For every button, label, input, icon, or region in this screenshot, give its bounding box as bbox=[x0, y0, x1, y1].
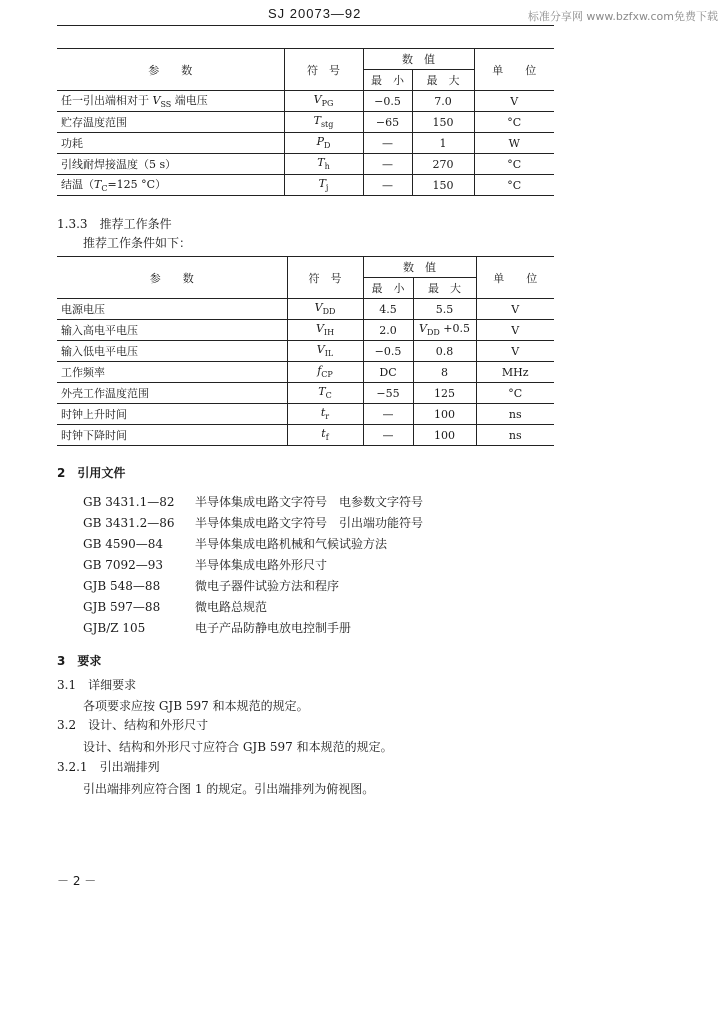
max-cell: 150 bbox=[412, 175, 474, 196]
column-header-param: 参 数 bbox=[57, 257, 287, 299]
unit-cell: V bbox=[476, 320, 554, 341]
section-2-heading: 2 引用文件 bbox=[57, 466, 126, 480]
reference-item: GJB 597—88 微电路总规范 bbox=[83, 600, 268, 614]
column-header-unit: 单 位 bbox=[476, 257, 554, 299]
symbol-cell: $P_D$ bbox=[284, 133, 363, 154]
watermark-text: 标准分享网 www.bzfxw.com免费下载 bbox=[527, 10, 718, 23]
table-row bbox=[57, 91, 554, 112]
column-header-param: 参 数 bbox=[57, 49, 284, 91]
reference-item: GB 7092—93 半导体集成电路外形尺寸 bbox=[83, 558, 328, 572]
unit-cell: V bbox=[476, 299, 554, 320]
param-cell: 功耗 bbox=[57, 133, 284, 154]
symbol-cell: $f_{CP}$ bbox=[287, 362, 363, 383]
page-number: － 2 － bbox=[57, 874, 97, 888]
column-header-max: 最 大 bbox=[413, 278, 476, 299]
ratings-table bbox=[57, 48, 554, 196]
min-cell: 2.0 bbox=[363, 320, 413, 341]
param-cell: 电源电压 bbox=[57, 299, 287, 320]
symbol-cell: $T_j$ bbox=[284, 175, 363, 196]
min-cell: −55 bbox=[363, 383, 413, 404]
header-rule bbox=[57, 25, 554, 26]
max-cell: 125 bbox=[413, 383, 476, 404]
min-cell: — bbox=[363, 133, 412, 154]
symbol-cell: $V_{DD}$ bbox=[287, 299, 363, 320]
min-cell: — bbox=[363, 404, 413, 425]
column-header-min: 最 小 bbox=[363, 70, 412, 91]
unit-cell: °C bbox=[474, 112, 554, 133]
param-cell: 任一引出端相对于 $V_{SS}$ 端电压 bbox=[57, 91, 284, 112]
max-cell: 0.8 bbox=[413, 341, 476, 362]
max-cell: $V_{DD} +0.5$ bbox=[413, 320, 476, 341]
column-header-min: 最 小 bbox=[363, 278, 413, 299]
max-cell: 8 bbox=[413, 362, 476, 383]
table-row bbox=[57, 320, 554, 341]
max-cell: 100 bbox=[413, 404, 476, 425]
column-header-unit: 单 位 bbox=[474, 49, 554, 91]
symbol-cell: $T_C$ bbox=[287, 383, 363, 404]
unit-cell: °C bbox=[476, 383, 554, 404]
reference-item: GJB 548—88 微电子器件试验方法和程序 bbox=[83, 579, 340, 593]
section-1-3-3-intro: 推荐工作条件如下： bbox=[83, 236, 192, 250]
min-cell: 4.5 bbox=[363, 299, 413, 320]
page-header bbox=[0, 6, 724, 28]
min-cell: — bbox=[363, 425, 413, 446]
min-cell: −0.5 bbox=[363, 91, 412, 112]
section-3-2-body: 设计、结构和外形尺寸应符合 GJB 597 和本规范的规定。 bbox=[83, 740, 393, 754]
symbol-cell: $V_{IL}$ bbox=[287, 341, 363, 362]
table-row bbox=[57, 383, 554, 404]
reference-item: GJB/Z 105 电子产品防静电放电控制手册 bbox=[83, 621, 352, 635]
param-cell: 输入高电平电压 bbox=[57, 320, 287, 341]
table-row bbox=[57, 154, 554, 175]
table-row bbox=[57, 425, 554, 446]
section-1-3-3-heading: 1.3.3 推荐工作条件 bbox=[57, 217, 172, 231]
unit-cell: MHz bbox=[476, 362, 554, 383]
max-cell: 270 bbox=[412, 154, 474, 175]
column-header-symbol: 符 号 bbox=[284, 49, 363, 91]
table-row bbox=[57, 341, 554, 362]
operating-conditions-table bbox=[57, 256, 554, 446]
min-cell: — bbox=[363, 154, 412, 175]
max-cell: 150 bbox=[412, 112, 474, 133]
param-cell: 工作频率 bbox=[57, 362, 287, 383]
min-cell: — bbox=[363, 175, 412, 196]
document-number: SJ 20073—92 bbox=[268, 6, 362, 21]
symbol-cell: $t_r$ bbox=[287, 404, 363, 425]
unit-cell: V bbox=[476, 341, 554, 362]
max-cell: 7.0 bbox=[412, 91, 474, 112]
table-row bbox=[57, 362, 554, 383]
max-cell: 100 bbox=[413, 425, 476, 446]
unit-cell: W bbox=[474, 133, 554, 154]
reference-item: GB 3431.1—82 半导体集成电路文字符号 电参数文字符号 bbox=[83, 495, 424, 509]
section-3-2-1-body: 引出端排列应符合图 1 的规定。引出端排列为俯视图。 bbox=[83, 782, 375, 796]
min-cell: DC bbox=[363, 362, 413, 383]
reference-item: GB 4590—84 半导体集成电路机械和气候试验方法 bbox=[83, 537, 388, 551]
section-3-1-body: 各项要求应按 GJB 597 和本规范的规定。 bbox=[83, 699, 309, 713]
symbol-cell: $V_{IH}$ bbox=[287, 320, 363, 341]
column-header-symbol: 符 号 bbox=[287, 257, 363, 299]
section-3-1-heading: 3.1 详细要求 bbox=[57, 678, 137, 692]
unit-cell: °C bbox=[474, 154, 554, 175]
unit-cell: °C bbox=[474, 175, 554, 196]
min-cell: −65 bbox=[363, 112, 412, 133]
section-3-2-heading: 3.2 设计、结构和外形尺寸 bbox=[57, 718, 209, 732]
column-header-max: 最 大 bbox=[412, 70, 474, 91]
max-cell: 5.5 bbox=[413, 299, 476, 320]
column-header-value: 数 值 bbox=[363, 49, 474, 70]
column-header-value: 数 值 bbox=[363, 257, 476, 278]
section-3-heading: 3 要求 bbox=[57, 654, 102, 668]
table-row bbox=[57, 112, 554, 133]
param-cell: 时钟下降时间 bbox=[57, 425, 287, 446]
section-3-2-1-heading: 3.2.1 引出端排列 bbox=[57, 760, 160, 774]
table-row bbox=[57, 299, 554, 320]
param-cell: 外壳工作温度范围 bbox=[57, 383, 287, 404]
param-cell: 输入低电平电压 bbox=[57, 341, 287, 362]
max-cell: 1 bbox=[412, 133, 474, 154]
param-cell: 结温（$T_C=125$ °C） bbox=[57, 175, 284, 196]
reference-item: GB 3431.2—86 半导体集成电路文字符号 引出端功能符号 bbox=[83, 516, 424, 530]
table-row bbox=[57, 133, 554, 154]
unit-cell: ns bbox=[476, 425, 554, 446]
table-row bbox=[57, 404, 554, 425]
unit-cell: ns bbox=[476, 404, 554, 425]
symbol-cell: $t_f$ bbox=[287, 425, 363, 446]
param-cell: 引线耐焊接温度（5 s） bbox=[57, 154, 284, 175]
symbol-cell: $V_{PG}$ bbox=[284, 91, 363, 112]
symbol-cell: $T_{stg}$ bbox=[284, 112, 363, 133]
min-cell: −0.5 bbox=[363, 341, 413, 362]
table-row bbox=[57, 175, 554, 196]
param-cell: 时钟上升时间 bbox=[57, 404, 287, 425]
symbol-cell: $T_h$ bbox=[284, 154, 363, 175]
param-cell: 贮存温度范围 bbox=[57, 112, 284, 133]
unit-cell: V bbox=[474, 91, 554, 112]
